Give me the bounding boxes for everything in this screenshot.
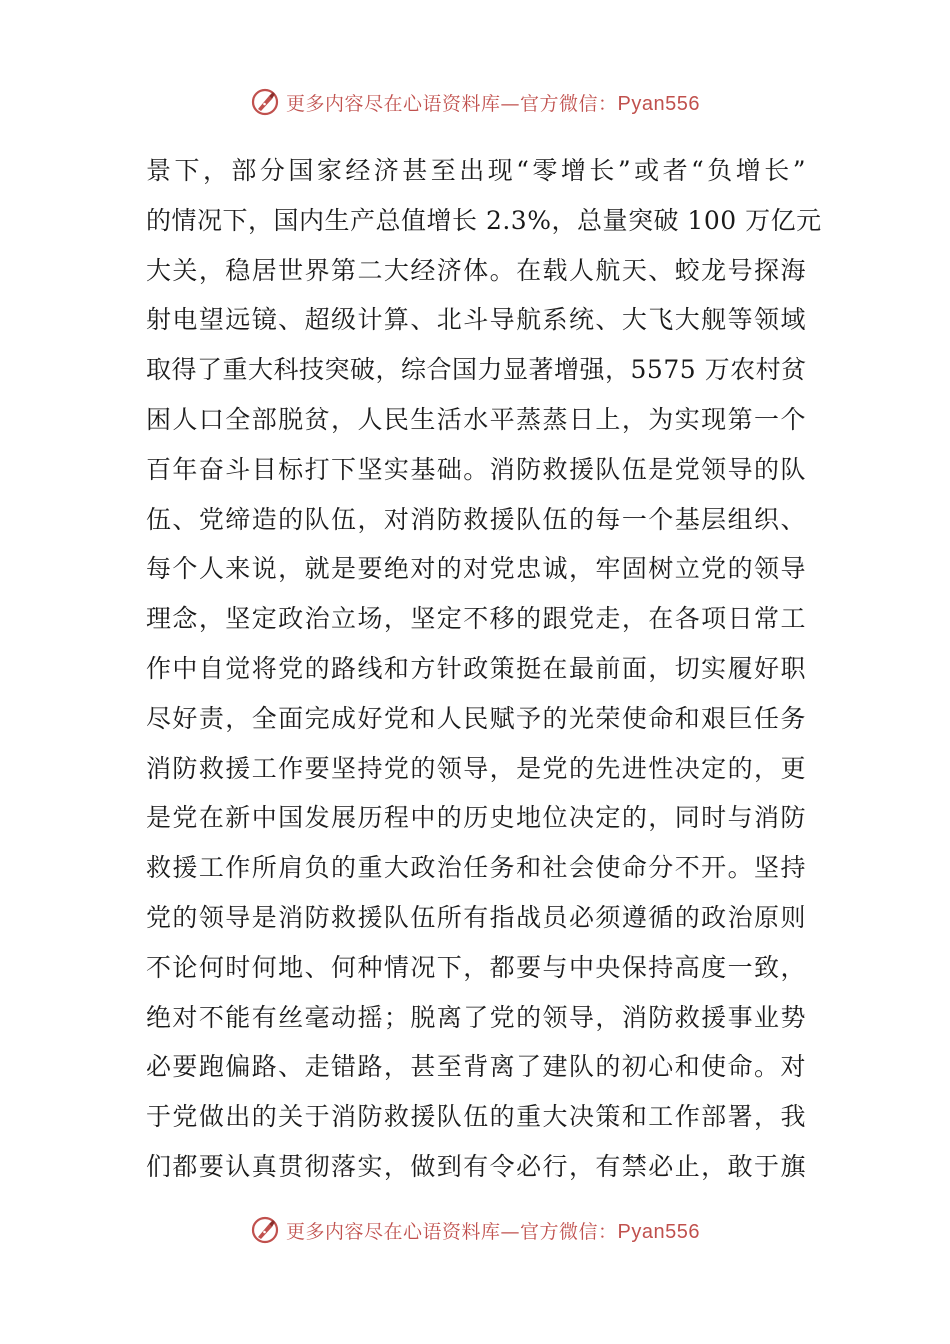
header-watermark-label: 更多内容尽在心语资料库—官方微信： bbox=[286, 92, 618, 115]
header-watermark bbox=[0, 82, 950, 122]
body-line: 困人口全部脱贫，人民生活水平蒸蒸日上，为实现第一个 bbox=[146, 404, 806, 434]
body-line: 救援工作所肩负的重大政治任务和社会使命分不开。坚持 bbox=[146, 853, 806, 883]
body-line: 尽好责，全面完成好党和人民赋予的光荣使命和艰巨任务 bbox=[146, 703, 806, 733]
body-line: 取得了重大科技突破，综合国力显著增强，5575 万农村贫 bbox=[146, 355, 807, 385]
body-line: 党的领导是消防救援队伍所有指战员必须遵循的政治原则 bbox=[146, 902, 806, 932]
body-line: 大关，稳居世界第二大经济体。在载人航天、蛟龙号探海 bbox=[146, 255, 806, 285]
body-line: 每个人来说，就是要绝对的对党忠诚，牢固树立党的领导 bbox=[146, 554, 806, 584]
body-line: 伍、党缔造的队伍，对消防救援队伍的每一个基层组织、 bbox=[146, 504, 806, 534]
body-line: 必要跑偏路、走错路，甚至背离了建队的初心和使命。对 bbox=[146, 1052, 806, 1082]
footer-watermark-text bbox=[286, 1217, 700, 1244]
body-line: 景下，部分国家经济甚至出现“零增长”或者“负增长” bbox=[146, 156, 806, 185]
pen-nib-logo-icon bbox=[250, 87, 280, 117]
body-line: 百年奋斗目标打下坚实基础。消防救援队伍是党领导的队 bbox=[146, 454, 806, 484]
header-watermark-text bbox=[286, 89, 700, 116]
body-line: 作中自觉将党的路线和方针政策挺在最前面，切实履好职 bbox=[146, 653, 806, 683]
pen-nib-logo-icon bbox=[250, 1215, 280, 1245]
footer-watermark-label: 更多内容尽在心语资料库—官方微信： bbox=[286, 1220, 618, 1243]
footer-watermark bbox=[0, 1210, 950, 1250]
body-line: 射电望远镜、超级计算、北斗导航系统、大飞大舰等领域 bbox=[146, 305, 806, 335]
body-line: 的情况下，国内生产总值增长 2.3%，总量突破 100 万亿元 bbox=[146, 205, 822, 235]
body-line: 是党在新中国发展历程中的历史地位决定的，同时与消防 bbox=[146, 803, 806, 833]
body-line: 们都要认真贯彻落实，做到有令必行，有禁必止，敢于旗 bbox=[146, 1151, 806, 1181]
footer-watermark-id: Pyan556 bbox=[617, 1220, 700, 1243]
body-line: 于党做出的关于消防救援队伍的重大决策和工作部署，我 bbox=[146, 1102, 806, 1132]
body-line: 不论何时何地、何种情况下，都要与中央保持高度一致， bbox=[146, 952, 806, 982]
body-line: 理念，坚定政治立场，坚定不移的跟党走，在各项日常工 bbox=[146, 604, 806, 634]
body-line: 绝对不能有丝毫动摇；脱离了党的领导，消防救援事业势 bbox=[146, 1002, 806, 1032]
body-line: 消防救援工作要坚持党的领导，是党的先进性决定的，更 bbox=[146, 753, 806, 783]
header-watermark-id: Pyan556 bbox=[617, 92, 700, 115]
document-body bbox=[146, 146, 822, 1192]
